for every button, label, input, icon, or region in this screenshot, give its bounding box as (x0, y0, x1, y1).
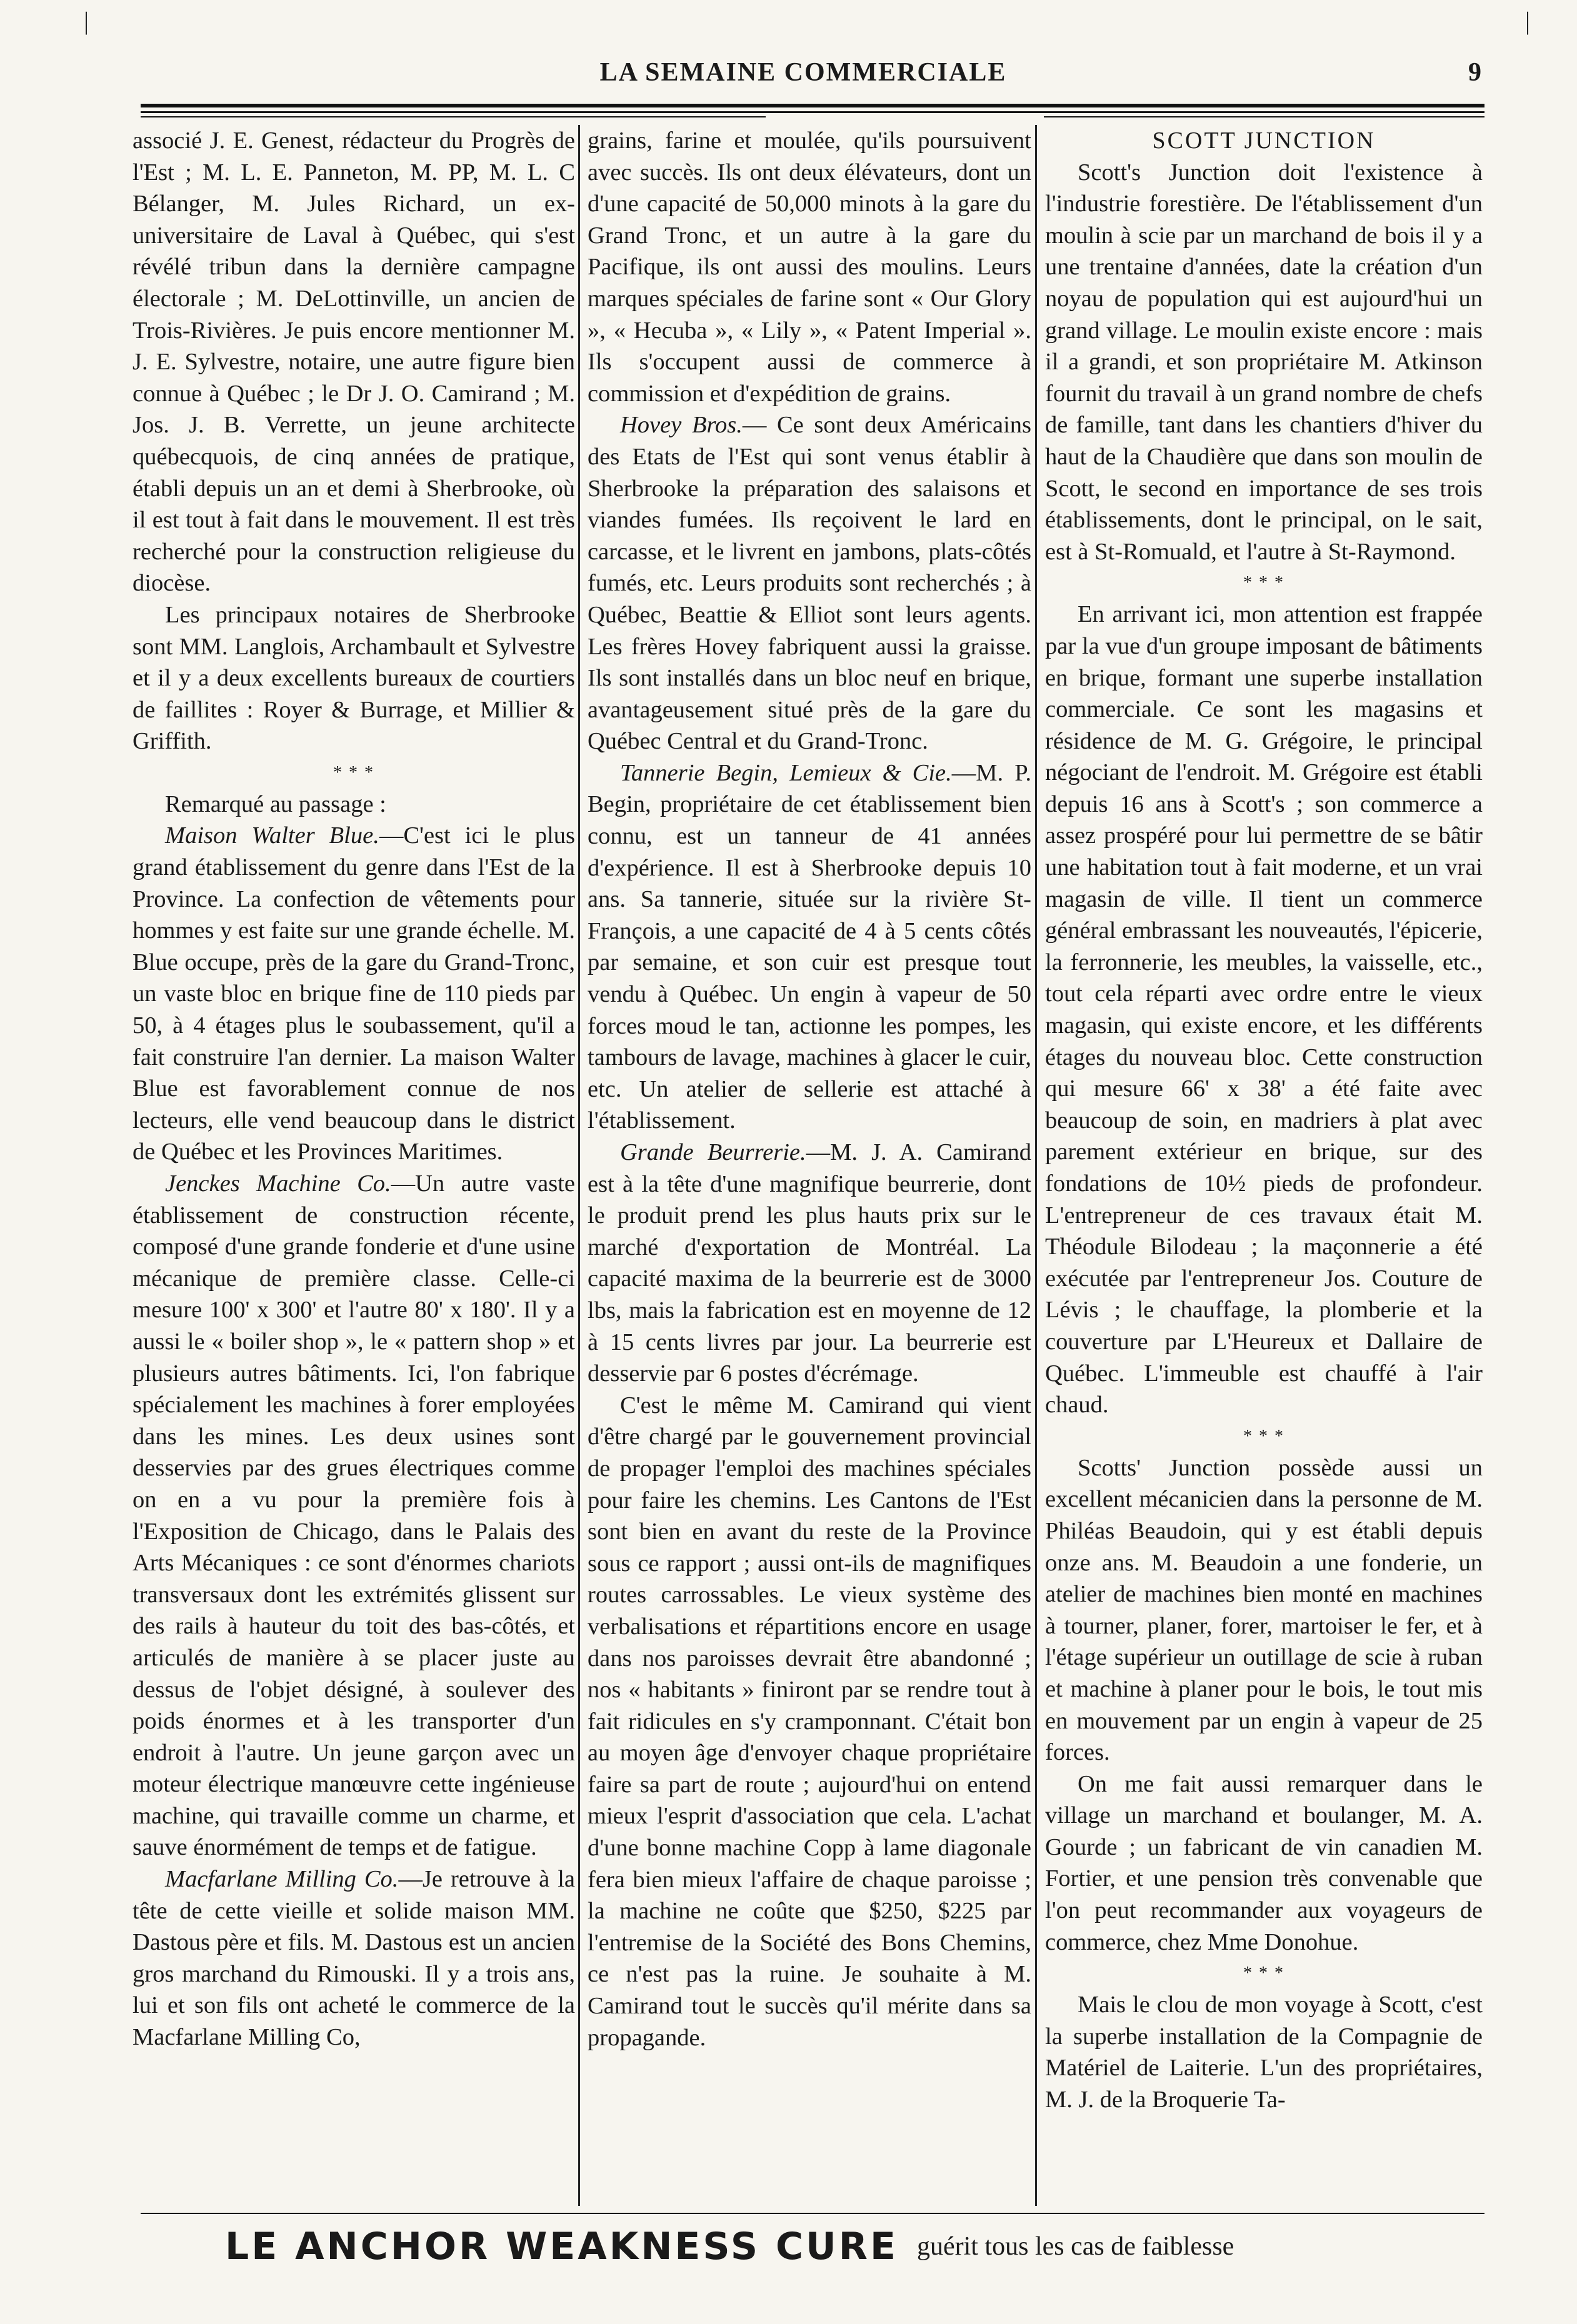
column-1 (133, 125, 575, 2206)
section-separator: * * * (1243, 1426, 1284, 1446)
paragraph: C'est le même M. Camirand qui vient d'être chargé par le gouvernement provincial de propager l'emploi des machines spéciales pour faire les chemins. Les Cantons de l'Est sont bien en avant du reste de la Province sous ce rapport ; aussi ont-ils de magnifiques routes carrossables. Le vieux système des verbalisations et répartitions encore en usage dans nos paroisses devrait être abandonné ; nos « habitants » finiront par se rendre tout à fait ridicules en s'y cramponnant. C'était bon au moyen âge d'envoyer chaque propriétaire faire sa part de route ; aujourd'hui on entend mieux l'esprit d'association que cela. L'achat d'une bonne machine Copp à lame diagonale fera bien mieux l'affaire de chaque paroisse ; la machine ne coûte que $250, $225 par l'entremise de la Société des Bons Chemins, ce n'est pas la ruine. Je souhaite à M. Camirand tout le succès qu'il mérite dans sa propagande. (588, 1392, 1031, 2051)
section-separator: * * * (1243, 573, 1284, 593)
advertisement-brand: LE ANCHOR WEAKNESS CURE (225, 2225, 898, 2268)
masthead (125, 55, 1481, 99)
paragraph (588, 1137, 1031, 1390)
header-rule (141, 111, 1484, 113)
advertisement-tagline: guérit tous les cas de faiblesse (916, 2232, 1234, 2261)
paragraph: Les principaux notaires de Sherbrooke sont MM. Langlois, Archambault et Sylvestre et il y a deux excellents bureaux de courtiers de faillites : Royer & Burrage, et Millier & Griffith. (133, 601, 575, 755)
paragraph (588, 409, 1031, 757)
paragraph-text: —Un autre vaste établissement de construction récente, composé d'une grande fonderie et d'une usine mécanique de première classe. Celle-ci mesure 100' x 300' et l'autre 80' x 180'. Il y a aussi le « boiler shop », le « pattern shop » et plusieurs autres bâtiments. Ici, l'on fabrique spécialement les machines à forer employées dans les mines. Les deux usines sont desservies par des grues électriques comme on en a vu pour la première fois à l'Exposition de Chicago, dans le Palais des Arts Mécaniques : ce sont d'énormes chariots transversaux dont les extrémités glissent sur des rails à hauteur du toit des bas-côtés, et articulés de manière à se placer juste au dessus de l'objet désigné, à soulever des poids énormes et à les transporter d'un endroit à l'autre. Un jeune garçon avec un moteur électrique manœuvre cette ingénieuse machine, qui travaille comme un charme, et sauve énormément de temps et de fatigue. (133, 1170, 575, 1861)
business-name: Maison Walter Blue. (165, 822, 379, 849)
paragraph (588, 757, 1031, 1137)
paragraph: associé J. E. Genest, rédacteur du Progrès de l'Est ; M. L. E. Panneton, M. PP, M. L. C Bélanger, M. Jules Richard, un ex-universitaire de Laval à Québec, qui s'est révélé tribun dans la dernière campagne électorale ; M. DeLottinville, un ancien de Trois-Rivières. Je puis encore mentionner M. J. E. Sylvestre, notaire, une autre figure bien connue à Québec ; le Dr J. O. Camirand ; M. Jos. J. B. Verrette, un jeune architecte québecquois, de cinq années de pratique, établi depuis un an et demi à Sherbrooke, où il est tout à fait dans le mouvement. Il est très recherché pour la construction religieuse du diocèse. (133, 127, 575, 597)
paragraph (133, 1168, 575, 1863)
business-name: Hovey Bros. (620, 412, 743, 439)
business-name: Macfarlane Milling Co. (165, 1866, 399, 1893)
paragraph: En arrivant ici, mon attention est frappée par la vue d'un groupe imposant de bâtiments en brique, formant une superbe installation commerciale. Ce sont les magasins et résidence de M. G. Grégoire, le principal négociant de l'endroit. M. Grégoire est établi depuis 16 ans à Scott's ; son commerce a assez prospéré pour lui permettre de se bâtir une habitation tout à fait moderne, et un vrai magasin de ville. Il tient un commerce général embrassant les nouveautés, l'épicerie, la ferronnerie, les meubles, la vaisselle, etc., tout cela réparti avec ordre entre le vieux magasin, qui existe encore, et les différents étages du nouveau bloc. Cette construction qui mesure 66' x 38' a été faite avec beaucoup de soin, en madriers à plat avec parement extérieur en brique, sur des fondations de 10½ pieds de profondeur. L'entrepreneur de ces travaux était M. Théodule Bilodeau ; la maçonnerie a été exécutée par l'entrepreneur Jos. Couture de Lévis ; le chauffage, la plomberie et la couverture par L'Heureux et Dallaire de Québec. L'immeuble est chauffé à l'air chaud. (1045, 601, 1483, 1419)
column-2 (588, 125, 1031, 2206)
business-name: Grande Beurrerie. (620, 1139, 806, 1165)
header-rule (141, 104, 1484, 107)
paragraph-text: —M. P. Begin, propriétaire de cet établissement bien connu, est un tanneur de 41 années d'expérience. Il est à Sherbrooke depuis 10 ans. Sa tannerie, située sur la rivière St-François, a une capacité de 4 à 5 cents côtés par semaine, et son cuir est presque tout vendu à Québec. Un engin à vapeur de 50 forces moud le tan, actionne les pompes, les tambours de lavage, machines à glacer le cuir, etc. Un atelier de sellerie est attaché à l'établissement. (588, 759, 1031, 1134)
column-divider (578, 125, 580, 2206)
paragraph: grains, farine et moulée, qu'ils poursuivent avec succès. Ils ont deux élévateurs, dont un d'une capacité de 50,000 minots à la gare du Grand Tronc, et un autre à la gare du Pacifique, ils ont aussi des moulins. Leurs marques spéciales de farine sont « Our Glory », « Hecuba », « Lily », « Patent Imperial ». Ils s'occupent aussi de commerce à commission et d'expédition de grains. (588, 127, 1031, 407)
paragraph-text: —C'est ici le plus grand établissement du genre dans l'Est de la Province. La confection de vêtements pour hommes y est faite sur une grande échelle. M. Blue occupe, près de la gare du Grand-Tronc, un vaste bloc en brique fine de 110 pieds par 50, à 4 étages plus le soubassement, qu'il a fait construire l'an dernier. La maison Walter Blue est favorablement connue de nos lecteurs, elle vend beaucoup dans le district de Québec et les Provinces Maritimes. (133, 822, 575, 1165)
margin-mark: | (1525, 7, 1531, 35)
business-name: Jenckes Machine Co. (165, 1170, 391, 1197)
section-separator: * * * (1243, 1963, 1284, 1983)
paragraph-text: — Ce sont deux Américains des Etats de l'Est qui sont venus établir à Sherbrooke la préparation des salaisons et viandes fumées. Ils reçoivent le lard en carcasse, et le livrent en jambons, plats-côtés fumés, etc. Leurs produits sont recherchés ; à Québec, Beattie & Elliot sont leurs agents. Les frères Hovey fabriquent aussi la graisse. Ils sont installés dans un bloc neuf en brique, avantageusement situé près de la gare du Québec Central et du Grand-Tronc. (588, 412, 1031, 755)
section-separator: * * * (333, 762, 374, 782)
business-name: Tannerie Begin, Lemieux & Cie. (620, 759, 952, 786)
paragraph (133, 820, 575, 1168)
paragraph: Scotts' Junction possède aussi un excellent mécanicien dans la personne de M. Philéas Beaudoin, qui y est établi depuis onze ans. M. Beaudoin a une fonderie, un atelier de machines bien monté en machines à tourner, planer, forer, martoiser le fer, et à l'étage supérieur un outillage de scie à ruban et machine à planer pour le bois, le tout mis en mouvement par un engin à vapeur de 25 forces. (1045, 1454, 1483, 1766)
paragraph: Mais le clou de mon voyage à Scott, c'est la superbe installation de la Compagnie de Matériel de Laiterie. L'un des propriétaires, M. J. de la Broquerie Ta- (1045, 1992, 1483, 2113)
advertisement-banner (225, 2225, 1475, 2281)
paragraph: Remarqué au passage : (165, 790, 386, 817)
paragraph (133, 1863, 575, 2053)
paragraph-text: —M. J. A. Camirand est à la tête d'une magnifique beurrerie, dont le produit prend les plus hauts prix sur le marché d'exportation de Montréal. La capacité maxima de la beurrerie est de 3000 lbs, mais la fabrication est en moyenne de 12 à 15 cents livres par jour. La beurrerie est desservie par 6 postes d'écrémage. (588, 1139, 1031, 1387)
footer-rule (141, 2213, 1484, 2214)
column-3 (1045, 125, 1483, 2206)
header-rule (141, 116, 766, 117)
margin-mark: | (84, 7, 89, 35)
column-divider (1035, 125, 1037, 2206)
header-rule (1044, 116, 1484, 117)
paragraph-text: —Je retrouve à la tête de cette vieille et solide maison MM. Dastous père et fils. M. Dastous est un ancien gros marchand du Rimouski. Il y a trois ans, lui et son fils ont acheté le commerce de la Macfarlane Milling Co, (133, 1866, 575, 2051)
page-number: 9 (1468, 58, 1481, 87)
page-title: LA SEMAINE COMMERCIALE (599, 58, 1007, 87)
paragraph: On me fait aussi remarquer dans le village un marchand et boulanger, M. A. Gourde ; un fabricant de vin canadien M. Fortier, et une pension très convenable que l'on peut recommander aux voyageurs de commerce, chez Mme Donohue. (1045, 1770, 1483, 1955)
paragraph: Scott's Junction doit l'existence à l'industrie forestière. De l'établissement d'un moulin à scie par un marchand de bois il y a une trentaine d'années, date la création d'un noyau de population qui est aujourd'hui un grand village. Le moulin existe encore : mais il a grandi, et son propriétaire M. Atkinson fournit du travail à un grand nombre de chefs de famille, tant dans les chantiers d'hiver du haut de la Chaudière que dans son moulin de Scott, le second en importance de ses trois établissements, dont le principal, on le sait, est à St-Romuald, et l'autre à St-Raymond. (1045, 159, 1483, 565)
section-title: SCOTT JUNCTION (1152, 127, 1376, 154)
